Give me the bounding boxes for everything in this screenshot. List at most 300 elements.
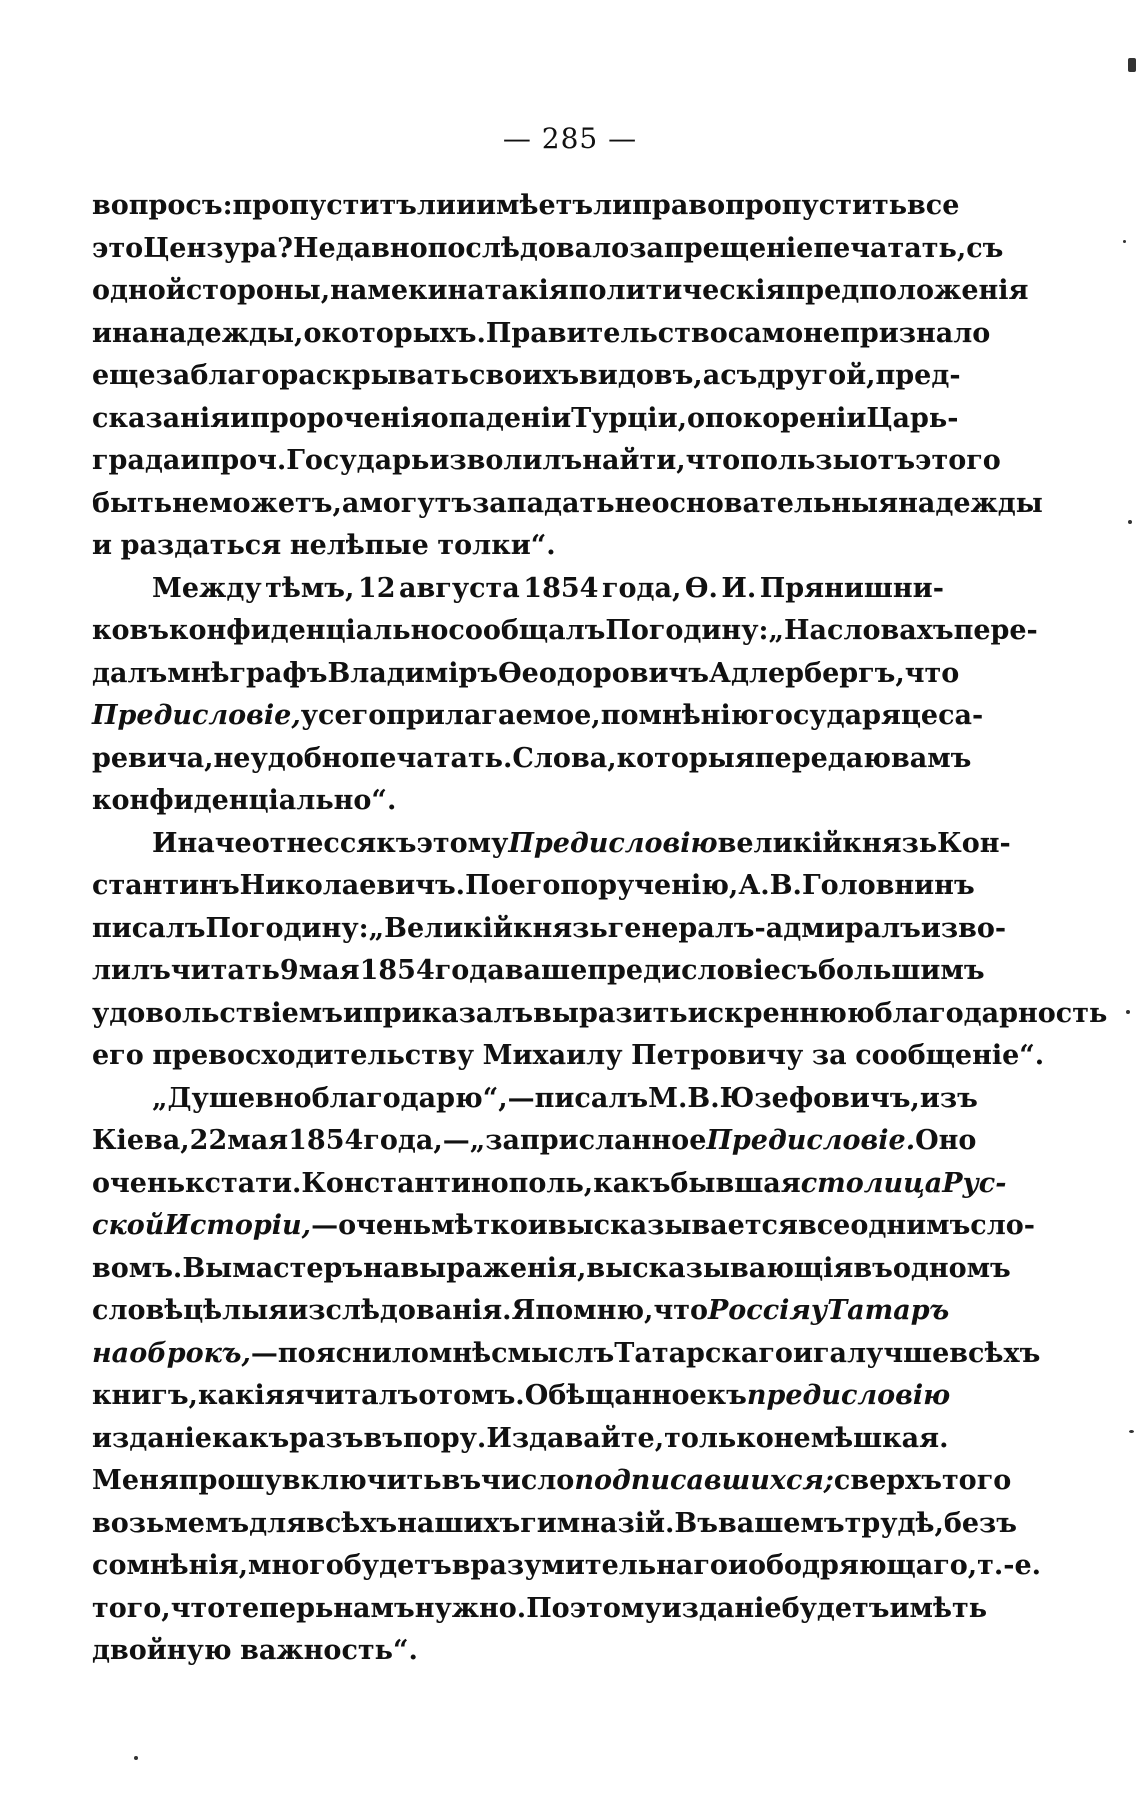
word: еще [92, 360, 156, 391]
word: на [447, 275, 485, 306]
text-line [92, 573, 944, 616]
word: благодарю“,—писалъ [311, 1082, 649, 1114]
word: 1854 [359, 955, 435, 986]
word: печатать. [359, 742, 513, 774]
word: Россія [707, 1295, 811, 1326]
word: Татарскаго [614, 1337, 793, 1369]
word: своихъ [469, 360, 580, 391]
word: о [303, 317, 322, 349]
word: ковъ [92, 615, 169, 646]
word: 1854 [288, 1125, 364, 1156]
word: только [664, 1422, 774, 1454]
word: По [526, 1592, 570, 1624]
word: высказывается [547, 1210, 798, 1241]
word: на [112, 317, 150, 349]
page-number: — 285 — [502, 122, 638, 155]
text-line [92, 1167, 1007, 1211]
word: изво- [920, 912, 1007, 944]
word: пере- [953, 615, 1038, 646]
word: государя [758, 700, 901, 731]
word: князь [842, 827, 938, 859]
word: подписавшихся; [574, 1465, 834, 1496]
word: сверхъ [833, 1465, 942, 1496]
text-line [92, 1125, 977, 1168]
word: 22 [189, 1125, 228, 1156]
word: всѣхъ [949, 1337, 1041, 1369]
word: конфиденціально [168, 615, 449, 646]
word: Вы [182, 1252, 233, 1284]
word: сообщеніе“. [855, 1040, 1045, 1071]
word: не [803, 317, 841, 349]
word: Прянишни- [759, 572, 944, 604]
word: ига [792, 1337, 848, 1369]
word: пору. [402, 1422, 487, 1454]
word: нужно. [414, 1592, 527, 1624]
word: его [92, 1040, 144, 1071]
word: все [797, 1210, 851, 1241]
word: очень [92, 1167, 186, 1199]
word: съ [966, 232, 1004, 264]
text-line [92, 1210, 1035, 1253]
word: право [632, 190, 726, 221]
word: о [418, 1380, 437, 1411]
word: найти, [582, 445, 686, 476]
word: Я [511, 1295, 536, 1326]
word: Въ [674, 1507, 718, 1539]
word: однимъ [850, 1210, 971, 1241]
word: всѣхъ [306, 1507, 398, 1539]
word: и [92, 530, 113, 561]
word: мѣшкая. [810, 1422, 949, 1454]
word: что [170, 1592, 226, 1624]
word: читалъ [304, 1380, 419, 1411]
word: этого [915, 445, 1001, 476]
word: мастеръ [232, 1252, 364, 1284]
word: изслѣдованія. [288, 1295, 512, 1326]
word: предисловію [746, 1380, 951, 1411]
word: и [527, 1210, 548, 1241]
word: „Душевно [152, 1082, 312, 1114]
word: превосходительству [152, 1040, 474, 1071]
word: намъ [333, 1592, 415, 1624]
paragraph [92, 190, 1043, 573]
word: Цензура? [143, 232, 293, 264]
text-line [92, 1635, 944, 1678]
word: стороны, [185, 275, 331, 306]
word: отъ [859, 445, 916, 476]
word: Между [152, 572, 262, 604]
word: помню, [535, 1295, 654, 1326]
text-line [92, 700, 984, 743]
text-line [92, 1380, 951, 1423]
word: вомъ. [92, 1252, 183, 1284]
word: прилагаемое, [386, 700, 601, 731]
word: Иначе [152, 827, 252, 859]
word: западать [472, 487, 615, 519]
word: ли [416, 190, 456, 221]
word: конфиденціально“. [92, 785, 397, 816]
word: ревича, [92, 742, 214, 774]
word: намеки [330, 275, 448, 306]
word: Царь- [866, 402, 959, 434]
word: Кіева, [92, 1125, 190, 1156]
word: сло- [970, 1210, 1035, 1241]
word: мнѣ [428, 1337, 492, 1369]
word: гимназій. [520, 1507, 675, 1539]
word: бывшая [670, 1167, 801, 1199]
word: толки“. [437, 530, 556, 561]
word: все [907, 190, 960, 221]
word: къ [706, 1380, 747, 1411]
word: лучше [847, 1337, 950, 1369]
word: у [810, 1295, 828, 1326]
word: въ [853, 1252, 893, 1284]
word: того, [92, 1592, 171, 1624]
word: изданіе [661, 1592, 782, 1624]
word: князь [512, 912, 608, 944]
word: и [92, 317, 113, 349]
word: другой, [757, 360, 876, 391]
word: Владиміръ [327, 657, 499, 689]
word: важность“. [240, 1635, 418, 1666]
scan-speck [134, 1756, 138, 1760]
word: покореніи [705, 402, 867, 434]
word: Михаилу [482, 1040, 623, 1071]
word: ободряющаго, [747, 1550, 978, 1581]
word: лилъ [92, 955, 171, 986]
scan-edge [1100, 0, 1140, 1820]
word: какія [197, 1380, 285, 1411]
word: на [92, 1337, 130, 1369]
word: надежды, [149, 317, 304, 349]
word: —очень [311, 1210, 432, 1241]
word: того [941, 1465, 1012, 1496]
word: имѣетъ [476, 190, 594, 221]
word: Адлербергъ, [708, 657, 905, 689]
word: будетъ [343, 1550, 452, 1581]
word: послѣдовало [427, 232, 630, 264]
word: раздаться [120, 530, 282, 561]
word: Предисловіе. [706, 1125, 916, 1156]
word: выразить [533, 997, 688, 1029]
word: разъ [289, 1422, 364, 1454]
word: Погодину: [605, 615, 769, 646]
text-line [92, 275, 1029, 318]
word: политическія [568, 275, 786, 306]
text-line [92, 1252, 1011, 1296]
word: „за [469, 1125, 521, 1156]
word: печатать, [813, 232, 967, 264]
text-line [92, 317, 991, 361]
word: сего [318, 700, 387, 731]
word: запрещеніе [629, 232, 814, 264]
word: проч. [200, 445, 287, 476]
word: Головнинъ [801, 870, 975, 901]
word: имѣть [889, 1592, 988, 1624]
word: о [430, 402, 449, 434]
word: удовольствіемъ [92, 997, 343, 1029]
text-line [92, 1337, 1041, 1381]
word: Константинополь, [301, 1167, 594, 1199]
word: двойную [92, 1635, 232, 1666]
word: неудобно [213, 742, 360, 774]
word: предположенія [785, 275, 1029, 306]
word: читать [170, 955, 280, 986]
word: на [363, 1252, 401, 1284]
word: сказанія [92, 402, 231, 434]
word: раскрывать [279, 360, 469, 391]
word: ваше [504, 955, 588, 986]
word: мнѣнію [638, 700, 759, 731]
word: вашемъ [717, 1507, 845, 1539]
word: года [434, 955, 505, 986]
text-line [92, 615, 1038, 658]
text-line [92, 1550, 1042, 1593]
word: августа [399, 572, 520, 604]
word: Ѳ. [684, 572, 718, 604]
word: вопросъ: [92, 190, 233, 221]
word: мая [227, 1125, 289, 1156]
word: съ [720, 360, 758, 391]
word: года, [601, 572, 682, 604]
word: порученію, [560, 870, 739, 901]
paragraph [92, 827, 1108, 1083]
text-line [92, 912, 1007, 956]
word: В. [769, 870, 802, 901]
word: цѣлыя [183, 1295, 289, 1326]
word: высказывающія [586, 1252, 854, 1284]
scan-speck [1128, 520, 1132, 524]
word: не [172, 487, 210, 519]
word: много [248, 1550, 344, 1581]
word: кстати. [185, 1167, 302, 1199]
word: оброкъ, [129, 1337, 251, 1369]
word: т.-е. [977, 1550, 1042, 1581]
word: прошу [178, 1465, 282, 1496]
body-text [92, 190, 1108, 1678]
word: видовъ, [579, 360, 703, 391]
word: съ [780, 955, 818, 986]
word: безъ [943, 1507, 1018, 1539]
word: неосновательныя [614, 487, 899, 519]
text-line [92, 657, 960, 701]
text-line [92, 870, 975, 913]
word: что [904, 657, 960, 689]
text-line [92, 190, 960, 233]
scan-speck [1129, 1430, 1134, 1433]
word: Недавно [292, 232, 428, 264]
word: будетъ [781, 1592, 890, 1624]
text-line [92, 1295, 950, 1338]
word: и [180, 445, 201, 476]
word: по [600, 700, 639, 731]
text-line [92, 1465, 1012, 1508]
word: Николаевичъ. [239, 870, 466, 901]
word: и [727, 1550, 748, 1581]
word: Оно [915, 1125, 977, 1156]
text-line [92, 402, 959, 446]
word: надежды [898, 487, 1043, 519]
word: года,— [363, 1125, 470, 1156]
word: Кон- [937, 827, 1011, 859]
word: Татаръ [827, 1295, 950, 1326]
word: трудѣ, [844, 1507, 944, 1539]
word: большимъ [817, 955, 985, 986]
word: какъ [211, 1422, 290, 1454]
text-line [92, 785, 944, 828]
word: пропуститъ [232, 190, 417, 221]
word: въ [441, 1465, 482, 1496]
word: великій [717, 827, 843, 859]
text-line [92, 232, 1004, 276]
word: что [685, 445, 741, 476]
word: я [284, 1380, 305, 1411]
word: смыслъ [491, 1337, 615, 1369]
word: этому [416, 827, 509, 859]
word: пропустить [725, 190, 908, 221]
word: пред- [875, 360, 961, 391]
word: вразумительнаго [451, 1550, 728, 1581]
word: отнесся [251, 827, 377, 859]
word: А. [738, 870, 770, 901]
word: быть [92, 487, 173, 519]
word: И. [721, 572, 757, 604]
word: „На [768, 615, 827, 646]
text-line [92, 1082, 978, 1126]
word: къ [376, 827, 417, 859]
word: словѣ [92, 1295, 184, 1326]
word: которыя [616, 742, 755, 774]
word: можетъ, [209, 487, 342, 519]
scan-speck [1123, 240, 1126, 243]
word: передаю [754, 742, 891, 774]
word: 1854 [523, 572, 599, 604]
word: какъ [593, 1167, 671, 1199]
text-line [92, 530, 944, 573]
word: нелѣпые [289, 530, 429, 561]
word: а [341, 487, 360, 519]
word: изволилъ [429, 445, 583, 476]
word: писалъ [92, 912, 206, 944]
word: что [653, 1295, 708, 1326]
word: мнѣ [167, 657, 230, 689]
word: Предисловіе, [92, 700, 301, 731]
word: выраженія, [400, 1252, 587, 1284]
paragraph [92, 1082, 1042, 1678]
word: Издавайте, [486, 1422, 665, 1454]
word: изъ [919, 1082, 978, 1114]
word: его [508, 870, 561, 901]
word: По [465, 870, 509, 901]
word: и [230, 402, 251, 434]
text-line [92, 360, 961, 403]
text-line [92, 742, 972, 786]
word: паденіи [448, 402, 572, 434]
word: сообщалъ [448, 615, 606, 646]
text-line [92, 487, 1043, 531]
word: Меня [92, 1465, 179, 1496]
word: искреннюю [687, 997, 875, 1029]
word: „Великій [368, 912, 513, 944]
word: число [481, 1465, 575, 1496]
word: Правительство [485, 317, 728, 349]
text-line [92, 1592, 988, 1636]
word: книгъ, [92, 1380, 198, 1411]
word: Петровичу [631, 1040, 804, 1071]
word: словахъ [827, 615, 954, 646]
text-line [92, 1507, 1018, 1551]
word: Слова, [512, 742, 617, 774]
word: за [811, 1040, 847, 1071]
word: у [300, 700, 319, 731]
word: В. [687, 1082, 720, 1114]
word: могутъ [359, 487, 473, 519]
word: въ [363, 1422, 403, 1454]
word: приказалъ [362, 997, 534, 1029]
word: ли [593, 190, 633, 221]
text-line [92, 1040, 1045, 1083]
word: о [687, 402, 706, 434]
word: М. [648, 1082, 688, 1114]
word: далъ [92, 657, 168, 689]
word: 12 [357, 572, 396, 604]
text-line [92, 1422, 949, 1466]
scan-speck [1128, 58, 1136, 72]
text-line [92, 445, 1001, 488]
word: признало [840, 317, 991, 349]
word: столица [800, 1167, 943, 1199]
word: изданіе [92, 1422, 212, 1454]
word: тѣмъ, [265, 572, 355, 604]
scan-speck [1126, 1010, 1130, 1014]
word: это [92, 232, 144, 264]
word: за [155, 360, 191, 391]
word: само [727, 317, 804, 349]
word: благодарность [874, 997, 1108, 1029]
word: и [342, 997, 363, 1029]
word: для [249, 1507, 307, 1539]
word: Турціи, [571, 402, 687, 434]
word: —пояснило [250, 1337, 429, 1369]
word: Обѣщанное [524, 1380, 707, 1411]
word: теперь [225, 1592, 334, 1624]
word: благо [190, 360, 280, 391]
word: Ѳеодоровичъ [498, 657, 709, 689]
word: ской [92, 1210, 165, 1241]
word: а [702, 360, 721, 391]
word: мѣтко [431, 1210, 528, 1241]
word: не [773, 1422, 811, 1454]
word: Государь [286, 445, 430, 476]
text-line [92, 955, 985, 998]
text-line [92, 997, 1108, 1041]
word: Исторіи, [164, 1210, 312, 1241]
word: Рус- [942, 1167, 1007, 1199]
word: пользы [740, 445, 860, 476]
word: одной [92, 275, 186, 306]
word: вамъ [890, 742, 972, 774]
word: и [455, 190, 476, 221]
word: присланное [520, 1125, 707, 1156]
word: сомнѣнія, [92, 1550, 249, 1581]
word: цеса- [900, 700, 984, 731]
word: Предисловію [508, 827, 718, 859]
word: пророченія [250, 402, 431, 434]
word: одномъ [892, 1252, 1011, 1284]
word: этому [569, 1592, 662, 1624]
word: графъ [229, 657, 328, 689]
word: включить [281, 1465, 442, 1496]
